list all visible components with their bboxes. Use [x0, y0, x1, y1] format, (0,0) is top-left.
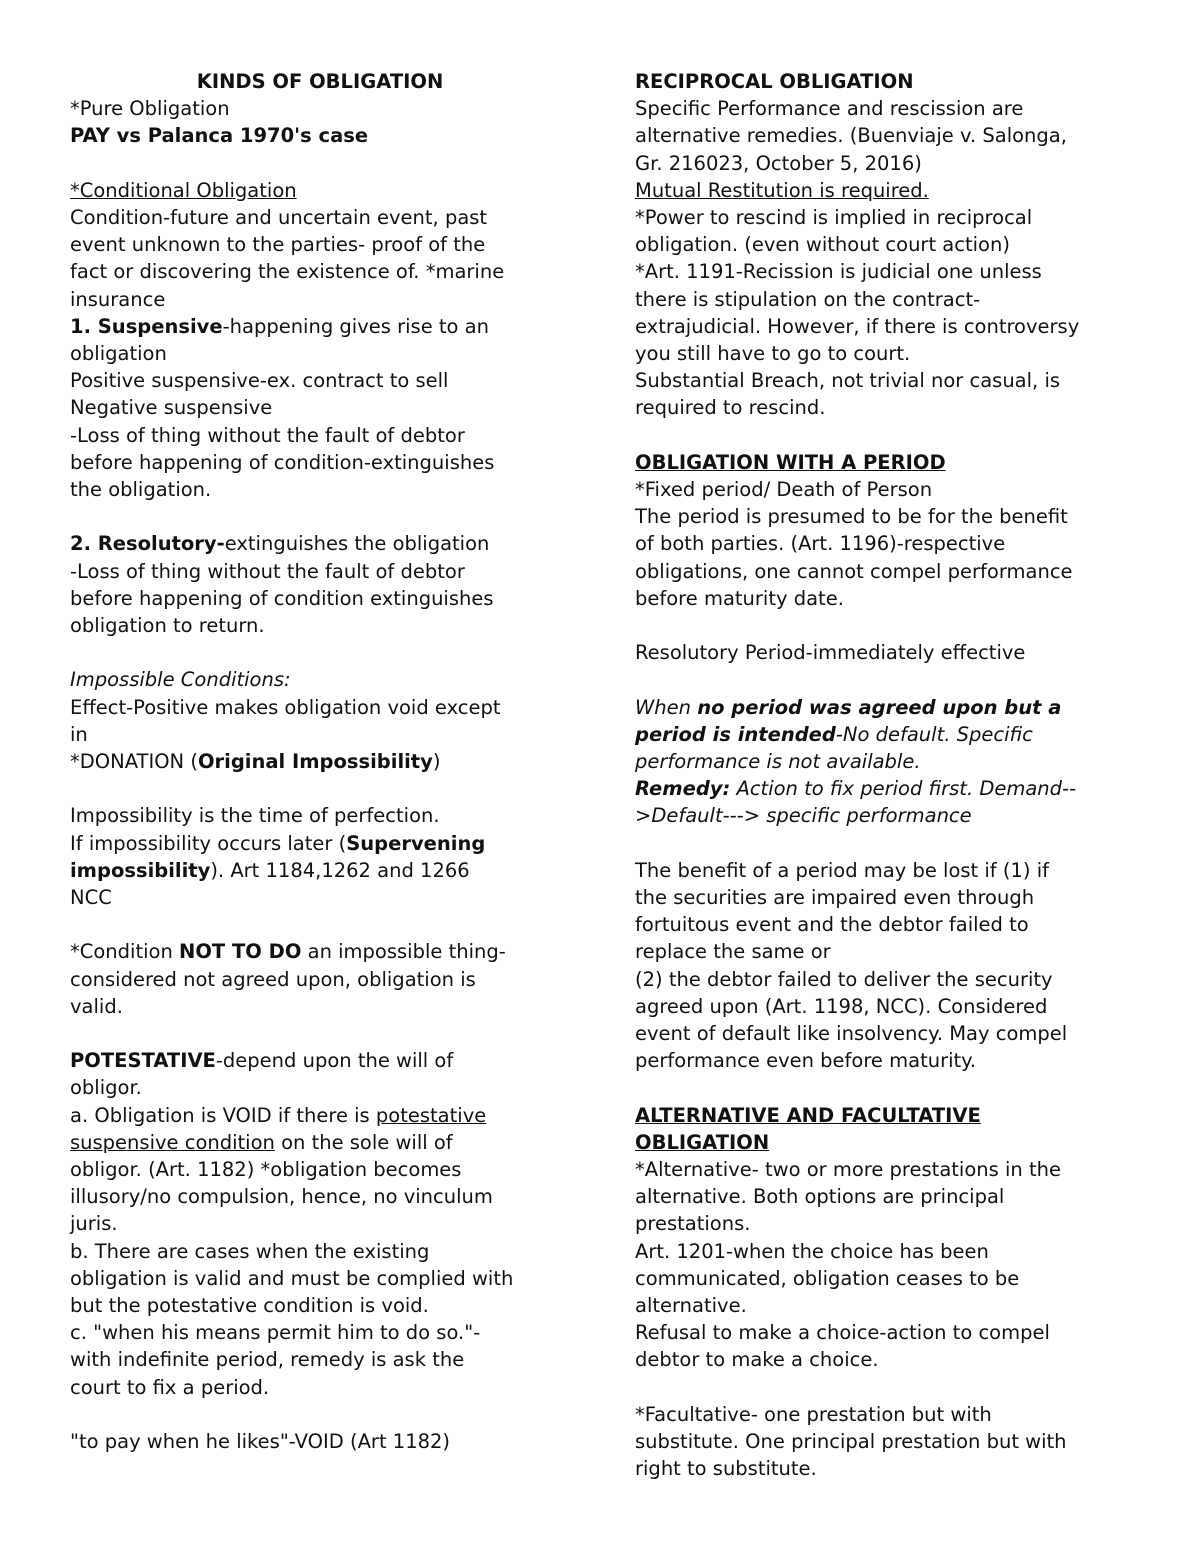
text-line: replace the same or — [635, 940, 831, 964]
text-line: of both parties. (Art. 1196)-respective — [635, 532, 1006, 556]
text-line: considered not agreed upon, obligation is — [70, 967, 476, 991]
text-line: there is stipulation on the contract- — [635, 287, 981, 311]
text-line: Negative suspensive — [70, 396, 273, 420]
text-line: prestations. — [635, 1212, 751, 1236]
text-line: performance even before maturity. — [635, 1049, 977, 1073]
text-line: *Fixed period/ Death of Person — [635, 478, 933, 502]
text-line: extrajudicial. However, if there is controversy — [635, 314, 1080, 338]
reciprocal-heading: RECIPROCAL OBLIGATION — [635, 70, 914, 93]
text-line: insurance — [70, 287, 166, 311]
potestative-rest: -depend upon the will of — [215, 1049, 454, 1073]
text-line: NCC — [70, 886, 112, 910]
intended-line — [635, 721, 1135, 748]
text-line: obligation — [70, 342, 167, 366]
page-title: KINDS OF OBLIGATION — [196, 70, 444, 93]
text-line: The benefit of a period may be lost if (1) if — [635, 858, 1049, 882]
potestative-a-suffix: on the sole will of — [274, 1130, 453, 1154]
text-line: fortuitous event and the debtor failed to — [635, 913, 1029, 937]
text-line: *Alternative- two or more prestations in the — [635, 1158, 1061, 1182]
not-to-do-bold: NOT TO DO — [179, 940, 302, 964]
when-bold: no period was agreed upon but a — [697, 695, 1062, 719]
text-line: obligor. (Art. 1182) *obligation becomes — [70, 1158, 462, 1182]
text-line: obligation to return. — [70, 614, 265, 638]
text-line: the obligation. — [70, 478, 212, 502]
text-line: Impossibility is the time of perfection. — [70, 804, 440, 828]
text-line: Effect-Positive makes obligation void except — [70, 695, 501, 719]
text-line: *Facultative- one prestation but with — [635, 1402, 992, 1426]
text-line: agreed upon (Art. 1198, NCC). Considered — [635, 994, 1048, 1018]
suspensive-term: Suspensive — [97, 314, 223, 338]
resolutory-term: 2. Resolutory- — [70, 532, 225, 556]
not-to-do-line — [70, 938, 570, 965]
pay-case: PAY vs Palanca 1970's case — [70, 124, 369, 148]
text-line: Specific Performance and rescission are — [635, 97, 1024, 121]
remedy-line — [635, 775, 1135, 802]
later-line-2 — [70, 857, 570, 884]
text-line: Substantial Breach, not trivial nor casual, is — [635, 369, 1061, 393]
impossible-heading: Impossible Conditions: — [70, 668, 291, 692]
text-line: -Loss of thing without the fault of debtor — [70, 559, 465, 583]
text-line: b. There are cases when the existing — [70, 1239, 430, 1263]
potestative-a-prefix: a. Obligation is VOID if there is — [70, 1103, 376, 1127]
text-line: in — [70, 722, 88, 746]
text-line: debtor to make a choice. — [635, 1348, 879, 1372]
intended-rest: -No default. Specific — [835, 722, 1033, 746]
potestative-a-line-2 — [70, 1129, 570, 1156]
alternative-heading-2: OBLIGATION — [635, 1130, 770, 1154]
text-line: obligation is valid and must be complied with — [70, 1266, 514, 1290]
left-column — [70, 68, 570, 1455]
remedy-rest: Action to fix period first. Demand-- — [730, 777, 1077, 801]
text-line: Art. 1201-when the choice has been — [635, 1239, 989, 1263]
text-line: right to substitute. — [635, 1457, 817, 1481]
text-line: obligation. (even without court action) — [635, 233, 1010, 257]
text-line: court to fix a period. — [70, 1375, 270, 1399]
text-line: before maturity date. — [635, 586, 844, 610]
text-line: Gr. 216023, October 5, 2016) — [635, 151, 922, 175]
later-bold-2: impossibility — [70, 858, 211, 882]
mutual-restitution: Mutual Restitution is required. — [635, 178, 929, 202]
resolutory-line — [70, 530, 570, 557]
text-line: you still have to go to court. — [635, 342, 911, 366]
text-line: Condition-future and uncertain event, past — [70, 206, 488, 229]
text-line: alternative. Both options are principal — [635, 1185, 1005, 1209]
text-line: required to rescind. — [635, 396, 826, 420]
performance-line: performance is not available. — [635, 750, 921, 774]
intended-bold: period is intended — [635, 722, 836, 746]
donation-line — [70, 748, 570, 775]
resolutory-period: Resolutory Period-immediately effective — [635, 641, 1026, 665]
potestative-a-underline-2: suspensive condition — [70, 1130, 275, 1154]
text-line: "to pay when he likes"-VOID (Art 1182) — [70, 1430, 451, 1454]
pure-obligation: *Pure Obligation — [70, 97, 230, 121]
right-column — [635, 68, 1135, 1482]
text-line: obligor. — [70, 1076, 142, 1100]
donation-suffix: ) — [432, 750, 441, 774]
text-line: -Loss of thing without the fault of debtor — [70, 423, 465, 447]
potestative-line — [70, 1047, 570, 1074]
text-line: communicated, obligation ceases to be — [635, 1266, 1020, 1290]
text-line: but the potestative condition is void. — [70, 1294, 429, 1318]
text-line: alternative remedies. (Buenviaje v. Salonga, — [635, 124, 1067, 148]
later-bold: Supervening — [346, 831, 486, 855]
potestative-term: POTESTATIVE — [70, 1049, 216, 1073]
text-line: illusory/no compulsion, hence, no vinculum — [70, 1185, 493, 1209]
suspensive-line — [70, 313, 570, 340]
potestative-a-underline: potestative — [375, 1103, 487, 1127]
later-suffix: ). Art 1184,1262 and 1266 — [210, 858, 470, 882]
text-line: Positive suspensive-ex. contract to sell — [70, 369, 449, 393]
donation-bold: Original Impossibility — [197, 750, 433, 774]
text-line: the securities are impaired even through — [635, 886, 1035, 910]
potestative-a-line — [70, 1102, 570, 1129]
text-line: *Art. 1191-Recission is judicial one unless — [635, 260, 1042, 284]
remedy-line-2: >Default---> specific performance — [635, 804, 972, 828]
when-line — [635, 694, 1135, 721]
text-line: *Power to rescind is implied in reciprocal — [635, 206, 1033, 230]
later-prefix: If impossibility occurs later ( — [70, 831, 347, 855]
suspensive-rest: -happening gives rise to an — [222, 314, 489, 338]
text-line: valid. — [70, 994, 123, 1018]
text-line: juris. — [70, 1212, 118, 1236]
remedy-label: Remedy: — [635, 777, 731, 801]
text-line: before happening of condition-extinguishes — [70, 450, 495, 474]
not-to-do-suffix: an impossible thing- — [301, 940, 506, 964]
resolutory-rest: extinguishes the obligation — [224, 532, 490, 556]
text-line: Refusal to make a choice-action to compel — [635, 1321, 1050, 1345]
conditional-heading: *Conditional Obligation — [70, 178, 297, 202]
suspensive-number: 1. — [70, 314, 98, 338]
text-line: event unknown to the parties- proof of the — [70, 233, 486, 257]
text-line: obligations, one cannot compel performance — [635, 559, 1073, 583]
period-heading: OBLIGATION WITH A PERIOD — [635, 450, 946, 474]
text-line: c. "when his means permit him to do so."- — [70, 1321, 481, 1345]
text-line: fact or discovering the existence of. *marine — [70, 260, 505, 284]
text-line: event of default like insolvency. May compel — [635, 1022, 1068, 1046]
later-line — [70, 830, 570, 857]
text-line: (2) the debtor failed to deliver the security — [635, 967, 1053, 991]
alternative-heading: ALTERNATIVE AND FACULTATIVE — [635, 1103, 981, 1127]
donation-prefix: *DONATION ( — [70, 750, 198, 774]
not-to-do-prefix: *Condition — [70, 940, 180, 964]
text-line: The period is presumed to be for the benefit — [635, 505, 1068, 529]
text-line: with indefinite period, remedy is ask the — [70, 1348, 465, 1372]
text-line: before happening of condition extinguishes — [70, 586, 494, 610]
text-line: substitute. One principal prestation but with — [635, 1430, 1067, 1454]
text-line: alternative. — [635, 1294, 747, 1318]
when-prefix: When — [635, 695, 698, 719]
